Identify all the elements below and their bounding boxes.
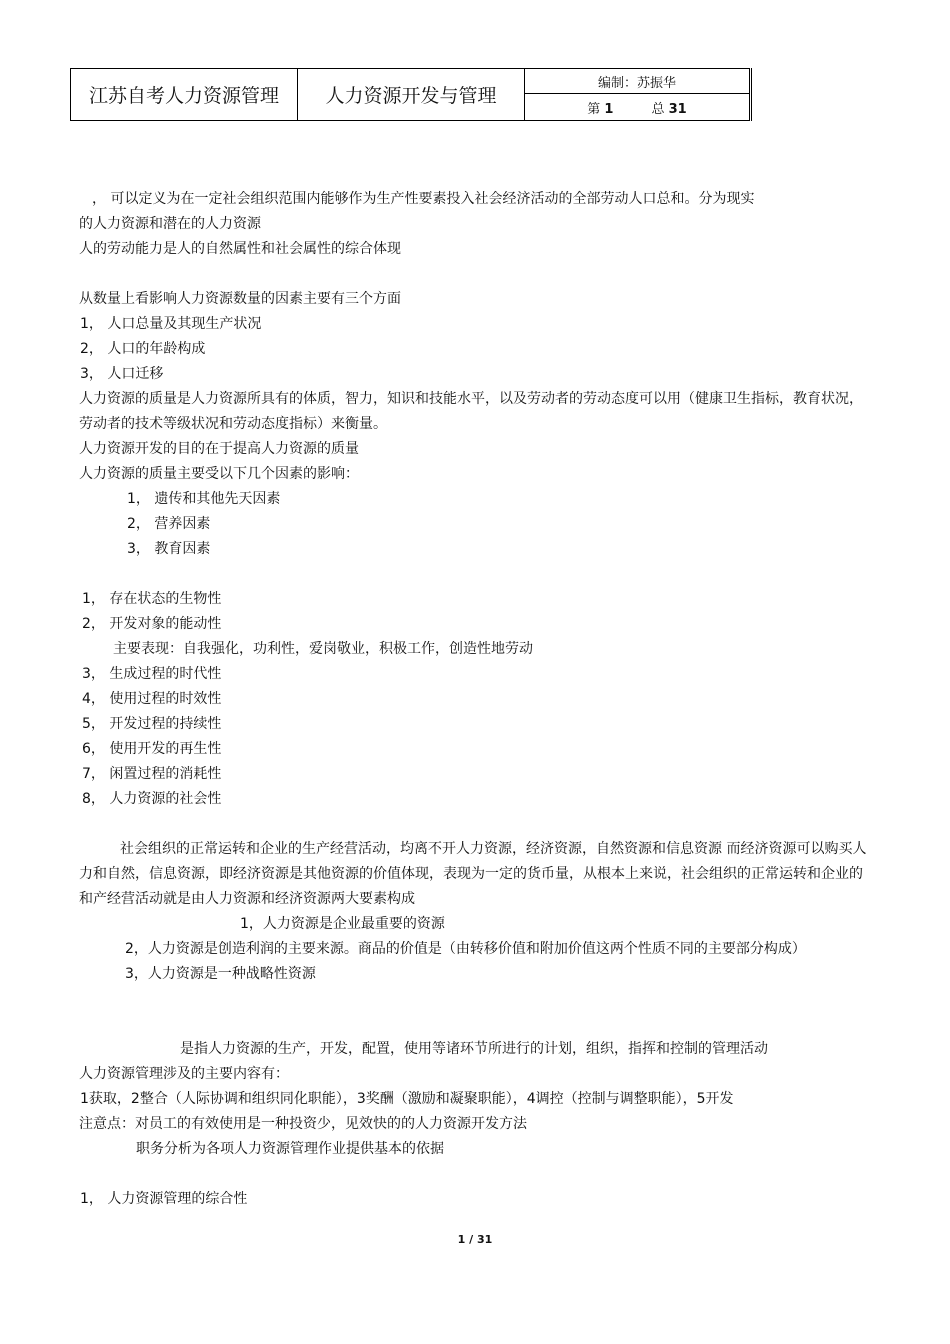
list-item: 3，人力资源是一种战略性资源 bbox=[125, 966, 316, 982]
list-item: 3， 人口迁移 bbox=[80, 366, 164, 382]
total-label: 总 bbox=[651, 101, 665, 117]
body-line: 力和自然，信息资源，即经济资源是其他资源的价值体现，表现为一定的货币量，从根本上来说，社会组织的正常运转和企业的 bbox=[79, 866, 863, 882]
list-item: 2，人力资源是创造利润的主要来源。商品的价值是（由转移价值和附加价值这两个性质不同的主要部分构成） bbox=[125, 941, 806, 957]
list-item: 2， 营养因素 bbox=[127, 516, 211, 532]
editor-cell: 编制：苏振华 bbox=[525, 69, 751, 94]
page-label: 第 bbox=[587, 101, 601, 117]
body-line: 人力资源的质量是人力资源所具有的体质，智力，知识和技能水平，以及劳动者的劳动态度可以用（健康卫生指标，教育状况， bbox=[79, 391, 863, 407]
list-item: 7， 闲置过程的消耗性 bbox=[82, 766, 222, 782]
list-item: 1， 人口总量及其现生产状况 bbox=[80, 316, 262, 332]
body-line: 劳动者的技术等级状况和劳动态度指标）来衡量。 bbox=[79, 416, 387, 432]
body-line: 社会组织的正常运转和企业的生产经营活动，均离不开人力资源，经济资源，自然资源和信息资源 而经济资源可以购买人 bbox=[120, 841, 867, 857]
course-title-cell: 人力资源开发与管理 bbox=[298, 69, 525, 121]
body-line: 人力资源管理涉及的主要内容有： bbox=[79, 1066, 289, 1082]
list-item: 8， 人力资源的社会性 bbox=[82, 791, 222, 807]
header-table bbox=[70, 68, 752, 121]
body-line: 和产经营活动就是由人力资源和经济资源两大要素构成 bbox=[79, 891, 415, 907]
page-number: 1 bbox=[604, 101, 614, 117]
page-count-cell bbox=[525, 94, 751, 121]
body-line: 1获取，2整合（人际协调和组织同化职能），3奖酬（激励和凝聚职能），4调控（控制与调整职能），5开发 bbox=[80, 1091, 734, 1107]
page-indicator: 1 / 31 bbox=[457, 1233, 493, 1246]
body-line: 主要表现：自我强化，功利性，爱岗敬业，积极工作，创造性地劳动 bbox=[113, 641, 533, 657]
body-line: 人的劳动能力是人的自然属性和社会属性的综合体现 bbox=[79, 241, 401, 257]
list-item: 3， 教育因素 bbox=[127, 541, 211, 557]
course-name-cell: 江苏自考人力资源管理 bbox=[71, 69, 298, 121]
list-item: 1， 存在状态的生物性 bbox=[82, 591, 222, 607]
body-line: 注意点：对员工的有效使用是一种投资少，见效快的的人力资源开发方法 bbox=[79, 1116, 527, 1132]
list-item: 1， 遗传和其他先天因素 bbox=[127, 491, 281, 507]
body-line: 人力资源的质量主要受以下几个因素的影响： bbox=[79, 466, 359, 482]
body-line: 是指人力资源的生产，开发，配置，使用等诸环节所进行的计划，组织，指挥和控制的管理活动 bbox=[180, 1041, 768, 1057]
list-item: 6， 使用开发的再生性 bbox=[82, 741, 222, 757]
body-line: 人力资源开发的目的在于提高人力资源的质量 bbox=[79, 441, 359, 457]
body-line: 职务分析为各项人力资源管理作业提供基本的依据 bbox=[136, 1141, 444, 1157]
total-pages: 31 bbox=[668, 101, 687, 117]
list-item: 2， 人口的年龄构成 bbox=[80, 341, 206, 357]
list-item: 2， 开发对象的能动性 bbox=[82, 616, 222, 632]
body-line: 从数量上看影响人力资源数量的因素主要有三个方面 bbox=[79, 291, 401, 307]
body-line: ， 可以定义为在一定社会组织范围内能够作为生产性要素投入社会经济活动的全部劳动人口总和。分为现实 bbox=[92, 191, 755, 207]
list-item: 5， 开发过程的持续性 bbox=[82, 716, 222, 732]
list-item: 4， 使用过程的时效性 bbox=[82, 691, 222, 707]
list-item: 1， 人力资源管理的综合性 bbox=[80, 1191, 248, 1207]
list-item: 1，人力资源是企业最重要的资源 bbox=[240, 916, 445, 932]
body-line: 的人力资源和潜在的人力资源 bbox=[79, 216, 261, 232]
list-item: 3， 生成过程的时代性 bbox=[82, 666, 222, 682]
